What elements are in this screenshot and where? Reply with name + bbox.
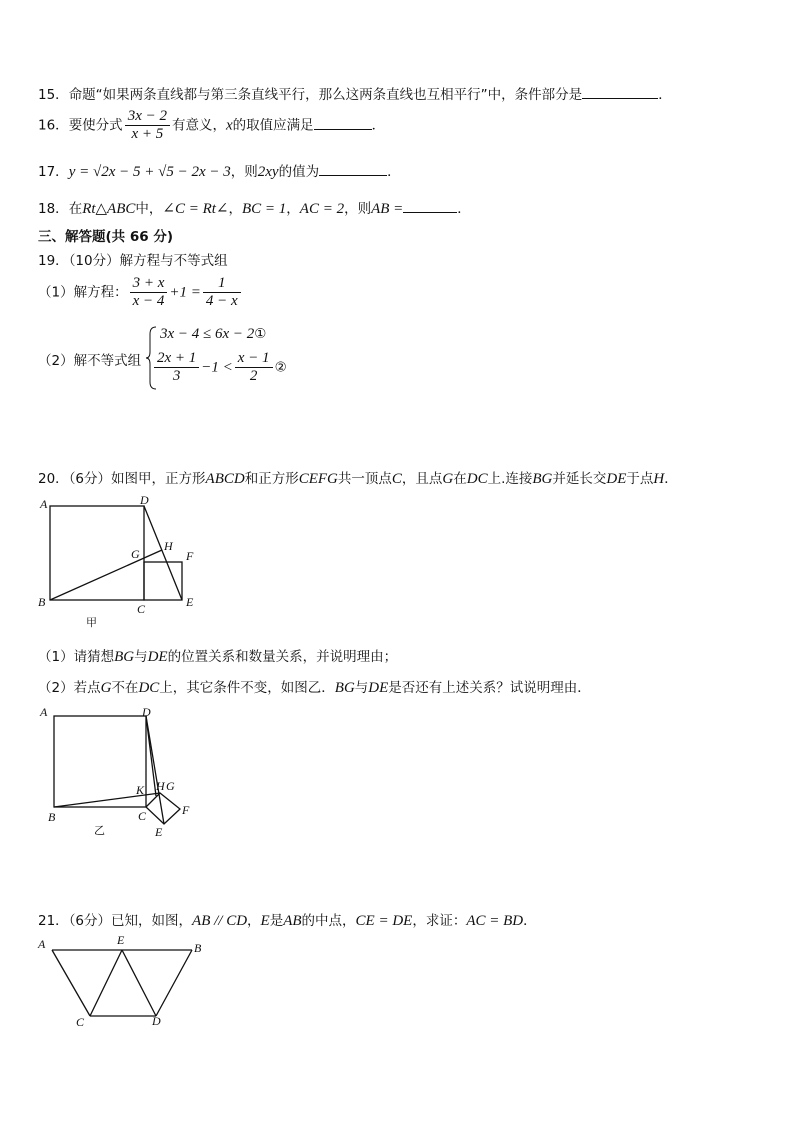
svg-text:E: E [155, 825, 163, 839]
answer-blank-18[interactable] [403, 211, 457, 213]
svg-text:C: C [76, 1015, 85, 1029]
figure-yi-caption: 乙 [94, 824, 105, 837]
inequality-1: 3x − 4 ≤ 6x − 2① [160, 326, 267, 342]
figure-trapezoid [34, 932, 214, 1032]
svg-text:F: F [186, 549, 194, 563]
question-19-heading: 19．（10分）解方程与不等式组 [38, 253, 228, 269]
svg-text:F: F [182, 803, 190, 817]
question-16: 16．要使分式 $\frac{3x - 2}{x + 5}$ 有意义，x的取值应满足 ． [38, 108, 386, 142]
svg-text:D: D [142, 705, 151, 719]
question-17: 17．y = √2x − 5 + √5 − 2x − 3，则2xy的值为 ． [38, 164, 401, 180]
svg-text:H: H [156, 779, 165, 793]
svg-text:A: A [38, 937, 46, 951]
svg-text:B: B [38, 595, 46, 609]
svg-text:C: C [137, 602, 146, 616]
figure-jia [36, 494, 206, 630]
inequality-2: $\frac{2x + 1}{3}$ −1 < $\frac{x - 1}{2}$ ② [152, 350, 287, 385]
svg-text:E: E [117, 933, 125, 947]
answer-blank-15[interactable] [582, 97, 658, 99]
svg-text:E: E [186, 595, 194, 609]
question-19-part1: （1）解方程： $\frac{3 + x}{x - 4}$ +1 = $\frac{1}{4 - x}$ [38, 275, 243, 310]
fraction-16: $\frac{3x - 2}{x + 5}$ [125, 108, 170, 143]
expression-17: y = √2x − 5 + √5 − 2x − 3 [68, 164, 231, 180]
svg-text:A: A [40, 705, 48, 719]
svg-text:B: B [48, 810, 56, 824]
figure-yi [36, 704, 206, 840]
svg-text:C: C [138, 809, 147, 823]
section-heading: 三、解答题(共 66 分) [38, 229, 174, 245]
svg-text:G: G [131, 547, 140, 561]
question-21: 21．（6分）已知，如图，AB // CD，E是AB的中点，CE = DE，求证：AC = BD． [38, 913, 537, 929]
svg-text:D: D [140, 494, 149, 507]
question-20-part2: （2）若点G不在DC上，其它条件不变，如图乙．BG与DE是否还有上述关系？试说明理由． [38, 680, 591, 696]
svg-text:G: G [166, 779, 175, 793]
svg-text:A: A [40, 497, 48, 511]
answer-blank-17[interactable] [319, 174, 387, 176]
svg-text:D: D [152, 1014, 161, 1028]
answer-blank-16[interactable] [314, 128, 372, 130]
figure-jia-caption: 甲 [86, 616, 97, 629]
svg-text:H: H [164, 539, 173, 553]
svg-text:K: K [136, 783, 145, 797]
question-19-part2-label: （2）解不等式组 [38, 353, 142, 369]
question-15: 15．命题“如果两条直线都与第三条直线平行，那么这两条直线也互相平行”中，条件部分是 ． [38, 87, 672, 103]
question-20-part1: （1）请猜想BG与DE的位置关系和数量关系，并说明理由； [38, 649, 398, 665]
question-18: 18．在Rt△ABC中，∠C = Rt∠，BC = 1，AC = 2，则AB = ． [38, 201, 471, 217]
question-20-heading: 20．（6分）如图甲，正方形ABCD和正方形CEFG共一顶点C，且点G在DC上.连接BG并延长交DE于点H． [38, 471, 678, 487]
svg-text:B: B [194, 941, 202, 955]
